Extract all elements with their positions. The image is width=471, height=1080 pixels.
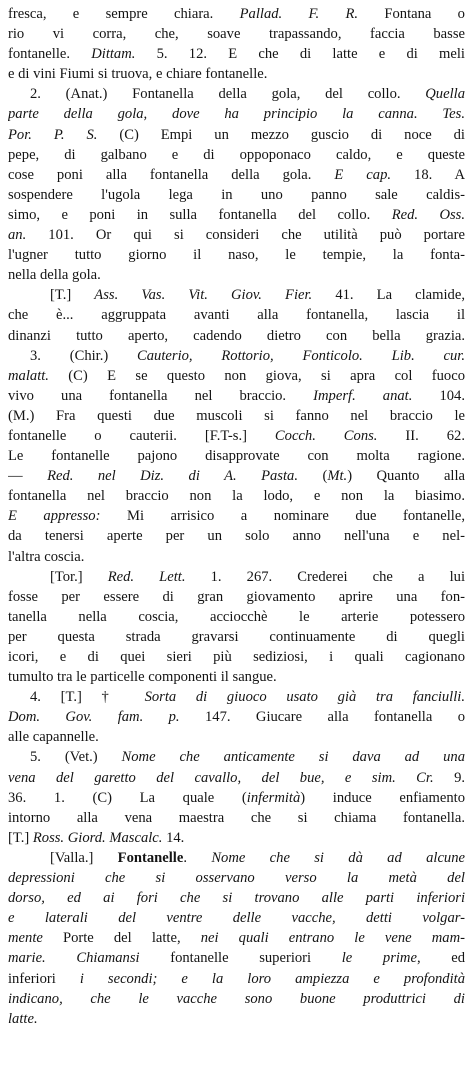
text-line: intorno alla vena maestra che si chiama fontanella. [8,809,465,826]
text-line: dinanzi tutto aperto, cadendo dietro con bella grazia. [8,327,465,344]
text-line: fontanelle o cauterii. [F.T-s.] Cocch. Cons. II. 62. [8,427,465,444]
text-line: per questa strada gravarsi continuamente di quegli [8,628,465,645]
text-line: vena del garetto del cavallo, del bue, e sim. Cr. 9. [8,769,465,786]
text-line: icori, e di quei sieri più sediziosi, i quali cagionano [8,649,465,665]
text-line: e laterali del ventre delle vacche, detti volgar- [8,910,465,927]
text-line: dorso, ed ai fori che si trovano alle parti inferiori [8,890,465,907]
text-line: parte della gola, dove ha principio la canna. Tes. [8,106,465,123]
text-line: [T.] Ross. Giord. Mascalc. 14. [8,829,185,846]
text-line: marie. Chiamansi fontanelle superiori le prime, ed [8,950,465,967]
text-line: 36. 1. (C) La quale (infermità) induce enfiamento [8,789,465,806]
text-line: (M.) Fra questi due muscoli si fanno nel braccio le [8,407,465,424]
text-line: rio vi corra, che, soave trapassando, faccia basse [8,26,465,43]
text-line: 4. [T.] † Sorta di giuoco usato già tra fanciulli. [30,689,465,706]
text-line: inferiori i secondi; e la loro ampiezza e profondità [8,970,465,987]
text-line: nella della gola. [8,267,101,284]
text-line: cose poni alla fontanella della gola. E cap. 18. A [8,166,465,183]
text-line: E appresso: Mi arrisico a nominare due fontanelle, [8,508,465,525]
text-line: vivo una fontanella nel braccio. Imperf. anat. 104. [8,387,465,404]
text-line: e di vini Fiumi si truova, e chiare fontanelle. [8,66,268,83]
text-line: fresca, e sempre chiara. Pallad. F. R. Fontana o [8,6,465,22]
text-line: [T.] Ass. Vas. Vit. Giov. Fier. 41. La clamide, [50,287,465,304]
text-line: Dom. Gov. fam. p. 147. Giucare alla fontanella o [8,709,465,726]
text-line: indicano, che le vacche sono buone produttrici di [8,990,465,1007]
text-line: [Tor.] Red. Lett. 1. 267. Crederei che a lui [50,568,465,585]
text-line: 3. (Chir.) Cauterio, Rottorio, Fonticolo. Lib. cur. [30,347,465,364]
text-line: simo, e poni in sulla fontanella del collo. Red. Oss. [8,206,465,223]
text-line: l'ugner tutto giorno il naso, le tempie, la fonta- [8,247,465,264]
text-line: da tenersi aperte per un solo anno nell'una e nel- [8,528,465,545]
text-line: tumulto tra le particelle componenti il sangue. [8,669,277,686]
text-line: malatt. (C) E se questo non giova, si apra col fuoco [8,367,465,384]
text-line: tanella nella coscia, acciocchè le arterie potessero [8,608,465,625]
text-line: che è... aggruppata avanti alla fontanella, lascia il [8,307,465,324]
text-line: [Valla.] Fontanelle. Nome che si dà ad alcune [50,849,465,866]
text-line: 5. (Vet.) Nome che anticamente si dava ad una [30,749,465,766]
text-line: latte. [8,1010,38,1027]
text-line: fontanella nel braccio non la lodo, e non la biasimo. [8,488,465,505]
dictionary-entry-text [8,4,465,1029]
text-line: Por. P. S. (C) Empi un mezzo guscio di noce di [8,126,465,143]
text-line: pepe, di galbano e di oppoponaco caldo, e queste [8,146,465,163]
text-line: alle capannelle. [8,729,99,746]
text-line: fosse per essere di gran giovamento aprire una fon- [8,588,465,605]
text-line: an. 101. Or qui si consideri che utilità può portare [8,227,465,244]
text-line: depressioni che si osservano verso la metà del [8,870,465,887]
text-line: sospendere l'ugola lega in uno panno sale caldis- [8,186,465,203]
text-line: Le fontanelle pajono disapprovate con molta ragione. [8,448,465,465]
text-line: 2. (Anat.) Fontanella della gola, del collo. Quella [30,86,465,103]
text-line: fontanelle. Dittam. 5. 12. E che di latte e di meli [8,46,465,63]
text-line: — Red. nel Diz. di A. Pasta. (Mt.) Quanto alla [8,468,465,485]
text-line: mente Porte del latte, nei quali entrano le vene mam- [8,930,465,947]
text-line: l'altra coscia. [8,548,85,565]
